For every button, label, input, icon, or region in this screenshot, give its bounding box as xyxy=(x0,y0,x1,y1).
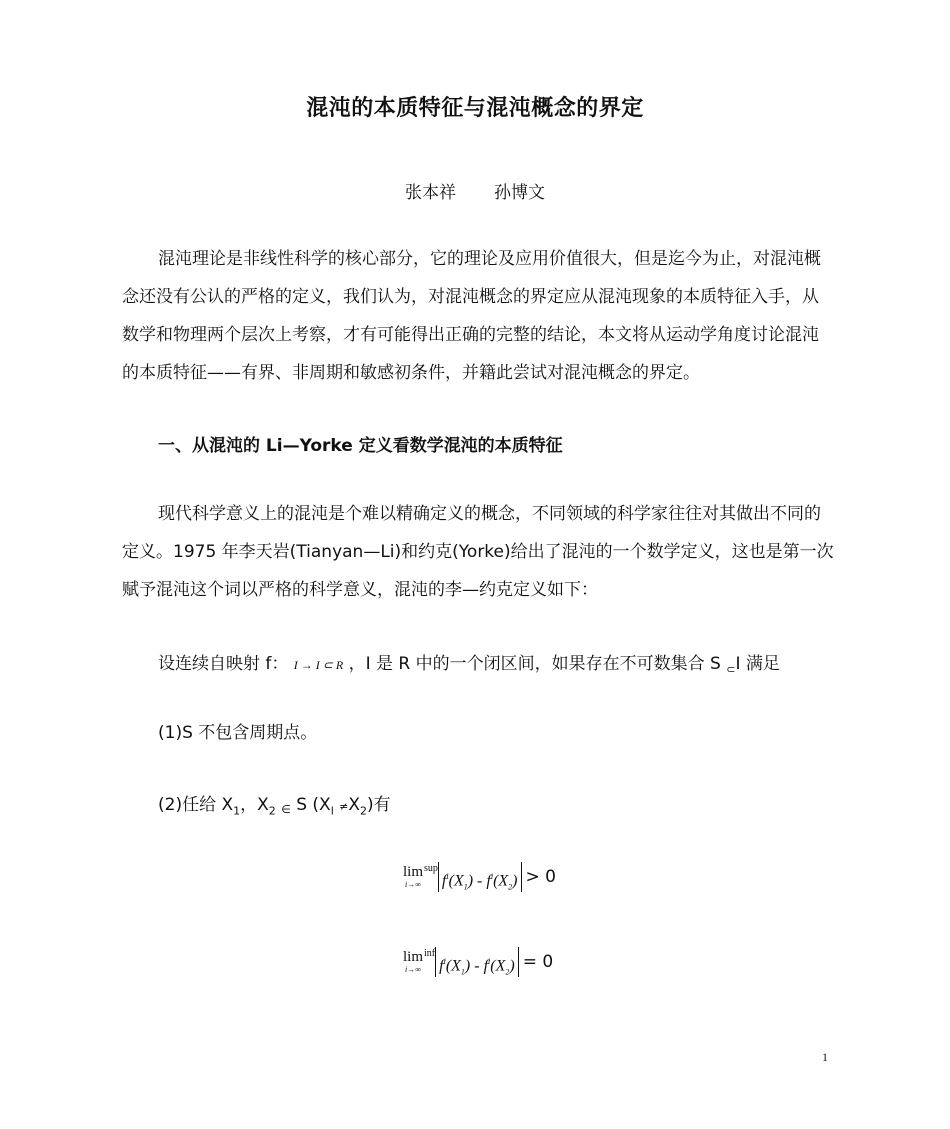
subset-symbol: ⊂ xyxy=(726,663,736,676)
lim-operator xyxy=(403,865,423,889)
lim-word: lim xyxy=(403,949,424,965)
author-name: 张本祥 xyxy=(405,183,456,203)
paper-title: 混沌的本质特征与混沌概念的界定 xyxy=(306,96,644,121)
exponent: i xyxy=(446,872,449,881)
mapping-formula: I → I ⊂ R xyxy=(293,658,344,672)
subscript: 1 xyxy=(463,882,468,892)
function-symbol: f xyxy=(441,872,447,890)
author-name: 孙博文 xyxy=(494,183,545,203)
definition-prefix: 设连续自映射 f： xyxy=(158,654,289,674)
exponent: i xyxy=(488,957,491,966)
absolute-value xyxy=(438,862,522,892)
condition-1: (1)S 不包含周期点。 xyxy=(158,723,318,743)
exponent: i xyxy=(443,957,446,966)
exponent: i xyxy=(490,872,494,881)
author-line xyxy=(0,178,950,203)
condition-2-prefix: (2)任给 X xyxy=(158,795,234,815)
subscript: 2 xyxy=(505,967,510,977)
lim-operator xyxy=(403,950,423,974)
body-paragraph: 现代科学意义上的混沌是个难以精确定义的概念，不同领域的科学家往往对其做出不同的定义。1975 年李天岩(Tianyan—Li)和约克(Yorke)给出了混沌的一个数学定义，这也是第一次赋予混沌这个词以严格的科学意义，混沌的李—约克定义如下： xyxy=(122,504,834,600)
minus-text: ) - xyxy=(464,957,484,975)
close-paren: ) xyxy=(509,957,515,975)
liminf-formula xyxy=(403,947,553,977)
subscript: 2 xyxy=(360,804,368,818)
abstract-paragraph: 混沌理论是非线性科学的核心部分，它的理论及应用价值很大，但是迄今为止，对混沌概念还没有公认的严格的定义，我们认为，对混沌概念的界定应从混沌现象的本质特征入手，从数学和物理两个层次上考察，才有可能得出正确的完整的结论，本文将从运动学角度讨论混沌的本质特征——有界、非周期和敏感初条件，并籍此尝试对混沌概念的界定。 xyxy=(122,249,821,383)
page-number: 1 xyxy=(822,1050,828,1064)
function-symbol: f xyxy=(483,957,489,975)
subscript: 2 xyxy=(268,804,276,818)
not-equal-symbol: ≠ xyxy=(339,800,349,813)
lim-subscript: i→∞ xyxy=(405,965,421,974)
absolute-value xyxy=(435,947,519,977)
definition-line xyxy=(158,649,780,676)
condition-2-text: S (X xyxy=(296,795,331,815)
formula-rhs: = 0 xyxy=(522,952,554,972)
subscript: 1 xyxy=(233,804,241,818)
condition-2-suffix: )有 xyxy=(367,795,391,815)
argument: (X xyxy=(448,872,464,890)
argument: (X xyxy=(493,872,509,890)
element-symbol: ∈ xyxy=(281,803,291,816)
function-symbol: f xyxy=(439,957,444,975)
subscript: 1 xyxy=(460,967,465,977)
limsup-formula xyxy=(403,862,556,892)
condition-2-text: X xyxy=(348,795,361,815)
argument: (X xyxy=(445,957,461,975)
lim-subscript: i→∞ xyxy=(405,880,421,889)
sup-operator: sup xyxy=(424,862,438,874)
condition-2-text: ，X xyxy=(240,795,269,815)
inf-operator: inf xyxy=(424,947,436,959)
close-paren: ) xyxy=(512,872,518,890)
condition-2 xyxy=(158,790,391,817)
definition-middle: ，I 是 R 中的一个闭区间，如果存在不可数集合 S xyxy=(348,654,721,674)
argument: (X xyxy=(490,957,506,975)
subscript: 2 xyxy=(508,882,513,892)
function-symbol: f xyxy=(486,872,491,890)
definition-suffix: I 满足 xyxy=(735,654,780,674)
subscript: l xyxy=(330,804,334,818)
minus-text: ) - xyxy=(467,872,487,890)
formula-rhs: > 0 xyxy=(525,867,556,887)
section-heading: 一、从混沌的 Li—Yorke 定义看数学混沌的本质特征 xyxy=(158,436,563,456)
lim-word: lim xyxy=(403,864,424,880)
